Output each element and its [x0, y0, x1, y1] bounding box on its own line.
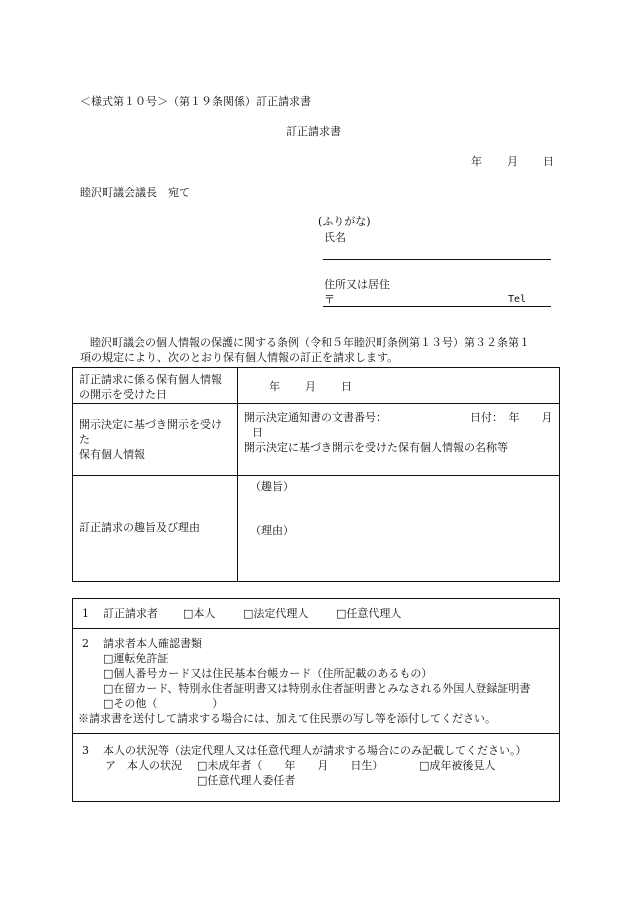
- document-title: 訂正請求書: [286, 125, 341, 138]
- doc-number-label: 開示決定通知書の文書番号：: [244, 411, 387, 424]
- id-doc-residence-card[interactable]: □在留カード、特別永住者証明書又は特別永住者証明書とみなされる外国人登録証明書: [103, 682, 531, 695]
- section-requester: [73, 607, 559, 622]
- date-field-label: 日付： 年 月: [470, 411, 553, 424]
- table-row-disclosure-date: [73, 368, 560, 404]
- section2-number: 2: [82, 637, 89, 650]
- option-principal-of-agent[interactable]: □任意代理人委任者: [197, 774, 296, 787]
- section-id-documents: [73, 637, 559, 727]
- option-adult-ward[interactable]: □成年被後見人: [419, 759, 496, 772]
- option-minor[interactable]: □未成年者（ 年 月 日生）: [197, 759, 384, 772]
- section3-number: 3: [82, 744, 89, 757]
- intro-line1: 睦沢町議会の個人情報の保護に関する条例（令和５年睦沢町条例第１３号）第３２条第１: [90, 336, 530, 349]
- requester-info-box: [72, 598, 560, 802]
- section1-number: 1: [82, 607, 89, 620]
- section1-title: 訂正請求者: [103, 607, 158, 620]
- section3-title: 本人の状況等（法定代理人又は任意代理人が請求する場合にのみ記載してください。）: [103, 744, 527, 757]
- option-self[interactable]: □本人: [183, 607, 216, 620]
- intro-line2: 項の規定により、次のとおり保有個人情報の訂正を請求します。: [80, 351, 399, 364]
- value-purpose-reason[interactable]: [238, 476, 560, 582]
- furigana-label: (ふりがな): [318, 215, 371, 228]
- label-purpose-reason: 訂正請求の趣旨及び理由: [73, 476, 238, 582]
- name-label: 氏名: [324, 231, 346, 244]
- reason-label: （理由）: [250, 524, 294, 537]
- addressee: 睦沢町議会議長 宛て: [80, 186, 190, 199]
- mail-request-note: ※請求書を送付して請求する場合には、加えて住民票の写し等を添付してください。: [78, 712, 496, 725]
- date-line: 年 月 日: [471, 155, 555, 168]
- section-divider-2: [73, 733, 559, 734]
- date-field-wrap: 日: [252, 426, 263, 439]
- value-disclosure-date[interactable]: 年 月 日: [238, 368, 560, 404]
- form-number: ＜様式第１０号＞（第１９条関係）訂正請求書: [80, 95, 311, 108]
- id-doc-my-number-card[interactable]: □個人番号カード又は住民基本台帳カード（住所記載のあるもの）: [103, 667, 433, 680]
- option-voluntary-agent[interactable]: □任意代理人: [336, 607, 402, 620]
- address-field-line[interactable]: [323, 306, 551, 307]
- info-name-label: 開示決定に基づき開示を受けた保有個人情報の名称等: [244, 441, 508, 454]
- tel-label: Tel: [508, 294, 527, 305]
- postal-mark: 〒: [324, 293, 335, 306]
- id-doc-other[interactable]: □その他（ ）: [103, 697, 224, 710]
- label-disclosed-info: 開示決定に基づき開示を受け た 保有個人情報: [73, 404, 238, 476]
- table-row-purpose-reason: [73, 476, 560, 582]
- id-doc-drivers-license[interactable]: □運転免許証: [103, 652, 169, 665]
- purpose-label: （趣旨）: [250, 480, 294, 493]
- address-label: 住所又は居住: [324, 278, 390, 291]
- table-row-disclosed-info: [73, 404, 560, 476]
- name-field-line[interactable]: [323, 259, 551, 260]
- section-divider-1: [73, 628, 559, 629]
- main-table: [72, 367, 560, 582]
- label-disclosure-date: 訂正請求に係る保有個人情報 の開示を受けた日: [73, 368, 238, 404]
- value-disclosed-info[interactable]: [238, 404, 560, 476]
- section-principal-status: [73, 744, 559, 789]
- option-legal-agent[interactable]: □法定代理人: [243, 607, 309, 620]
- principal-status-label: ア 本人の状況: [105, 759, 182, 772]
- section2-title: 請求者本人確認書類: [103, 637, 202, 650]
